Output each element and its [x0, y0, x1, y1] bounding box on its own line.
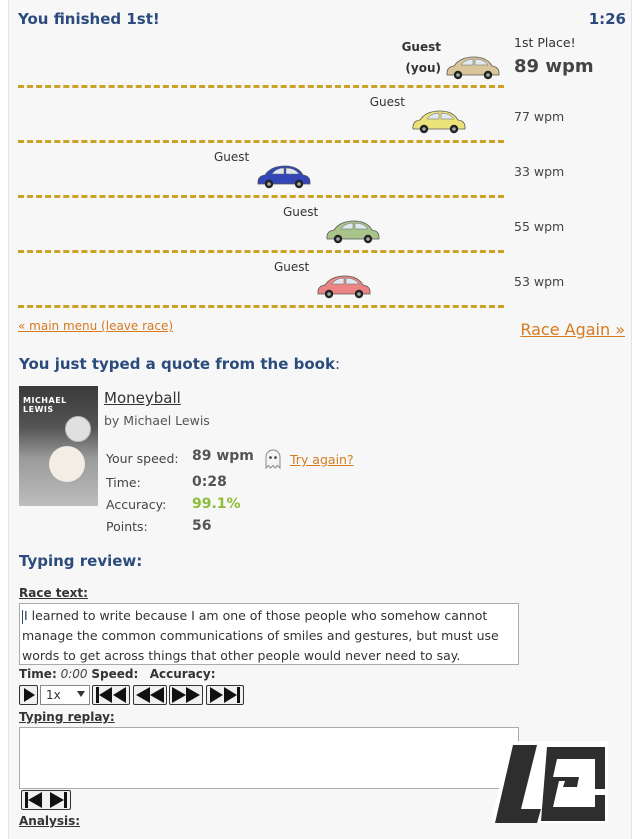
race-lane-1 — [18, 33, 504, 88]
racer-you-tag: (you) — [405, 61, 441, 75]
fast-forward-icon — [171, 687, 201, 703]
racer-wpm: 33 wpm — [514, 164, 565, 179]
step-back-forward-icon — [24, 792, 68, 808]
race-lane-3 — [18, 143, 504, 198]
main-menu-link[interactable]: « main menu (leave race) — [18, 319, 174, 333]
race-timer: 1:26 — [588, 10, 626, 28]
skip-to-start-button[interactable] — [92, 685, 130, 705]
racer-name: Guest — [274, 260, 310, 274]
book-cover-title: MICHAEL LEWIS — [23, 396, 67, 414]
play-icon — [23, 688, 35, 702]
racer-wpm: 53 wpm — [514, 274, 565, 289]
chevron-down-icon — [77, 691, 85, 697]
replay-speed-value: 1x — [46, 688, 61, 702]
replay-speed-select[interactable] — [40, 685, 90, 705]
racer-wpm: 89 wpm — [514, 56, 594, 77]
baseball-icon — [49, 446, 85, 482]
accuracy-value: 99.1% — [192, 496, 241, 512]
racer-name: Guest — [214, 150, 250, 164]
speed-value: 89 wpm — [192, 448, 254, 464]
replay-time-label: Time: — [19, 667, 57, 681]
race-lane-4 — [18, 198, 504, 253]
replay-speed-label: Speed: — [91, 667, 139, 681]
quote-heading — [19, 355, 340, 373]
cover-seal-icon — [65, 416, 91, 442]
book-title-link[interactable]: Moneyball — [104, 389, 181, 407]
car-icon — [255, 163, 313, 189]
racer-name: Guest — [401, 40, 441, 54]
racer-wpm: 55 wpm — [514, 219, 565, 234]
analysis-label: Analysis: — [19, 814, 81, 828]
car-body-icon — [447, 57, 499, 79]
accuracy-label: Accuracy: — [106, 497, 167, 512]
result-title: You finished 1st! — [18, 10, 160, 28]
quote-heading-text: You just typed a quote from the book — [19, 355, 335, 373]
car-body-icon — [413, 111, 465, 133]
ghost-icon[interactable] — [262, 448, 284, 470]
typing-replay-box[interactable] — [19, 727, 519, 789]
replay-time-value: 0:00 — [60, 667, 88, 681]
replay-accuracy-label: Accuracy: — [149, 667, 216, 681]
car-icon — [410, 108, 468, 134]
speed-label: Your speed: — [106, 451, 179, 466]
race-lane-5 — [18, 253, 504, 308]
skip-to-end-button[interactable] — [206, 685, 244, 705]
typing-replay-label: Typing replay: — [19, 710, 115, 724]
car-body-icon — [258, 166, 310, 188]
racer-wpm: 77 wpm — [514, 109, 565, 124]
typing-review-heading: Typing review: — [19, 552, 143, 570]
quote-heading-colon: : — [334, 355, 340, 373]
time-label: Time: — [106, 475, 141, 490]
race-lane-2 — [18, 88, 504, 143]
car-icon — [315, 273, 373, 299]
try-again-link[interactable]: Try again? — [290, 452, 354, 467]
racer-name: Guest — [283, 205, 319, 219]
race-text-box[interactable] — [19, 603, 519, 665]
skip-forward-icon — [209, 687, 241, 703]
race-text: I learned to write because I am one of those people who somehow cannot manage the common communications of smiles and gestures, but must use words to get across things that other people would never need to say. — [22, 608, 499, 663]
race-text-label: Race text: — [19, 586, 88, 600]
play-button[interactable] — [19, 685, 38, 705]
car-body-icon — [327, 221, 379, 243]
book-cover-image[interactable] — [19, 386, 98, 506]
time-value: 0:28 — [192, 474, 227, 490]
points-label: Points: — [106, 519, 148, 534]
text-cursor — [22, 610, 23, 624]
rewind-icon — [135, 687, 165, 703]
skip-back-icon — [95, 687, 127, 703]
replay-stats-line — [19, 667, 216, 681]
racer-name: Guest — [369, 95, 405, 109]
place-label: 1st Place! — [514, 35, 576, 50]
race-again-link[interactable]: Race Again » — [520, 320, 625, 339]
book-author: by Michael Lewis — [104, 413, 210, 428]
rewind-button[interactable] — [133, 685, 167, 705]
car-icon — [444, 54, 502, 80]
points-value: 56 — [192, 518, 212, 534]
car-icon — [324, 218, 382, 244]
track-line — [18, 305, 504, 308]
watermark-logo-icon — [487, 737, 612, 827]
fast-forward-button[interactable] — [169, 685, 203, 705]
car-body-icon — [318, 276, 370, 298]
replay-step-controls[interactable] — [21, 790, 71, 810]
